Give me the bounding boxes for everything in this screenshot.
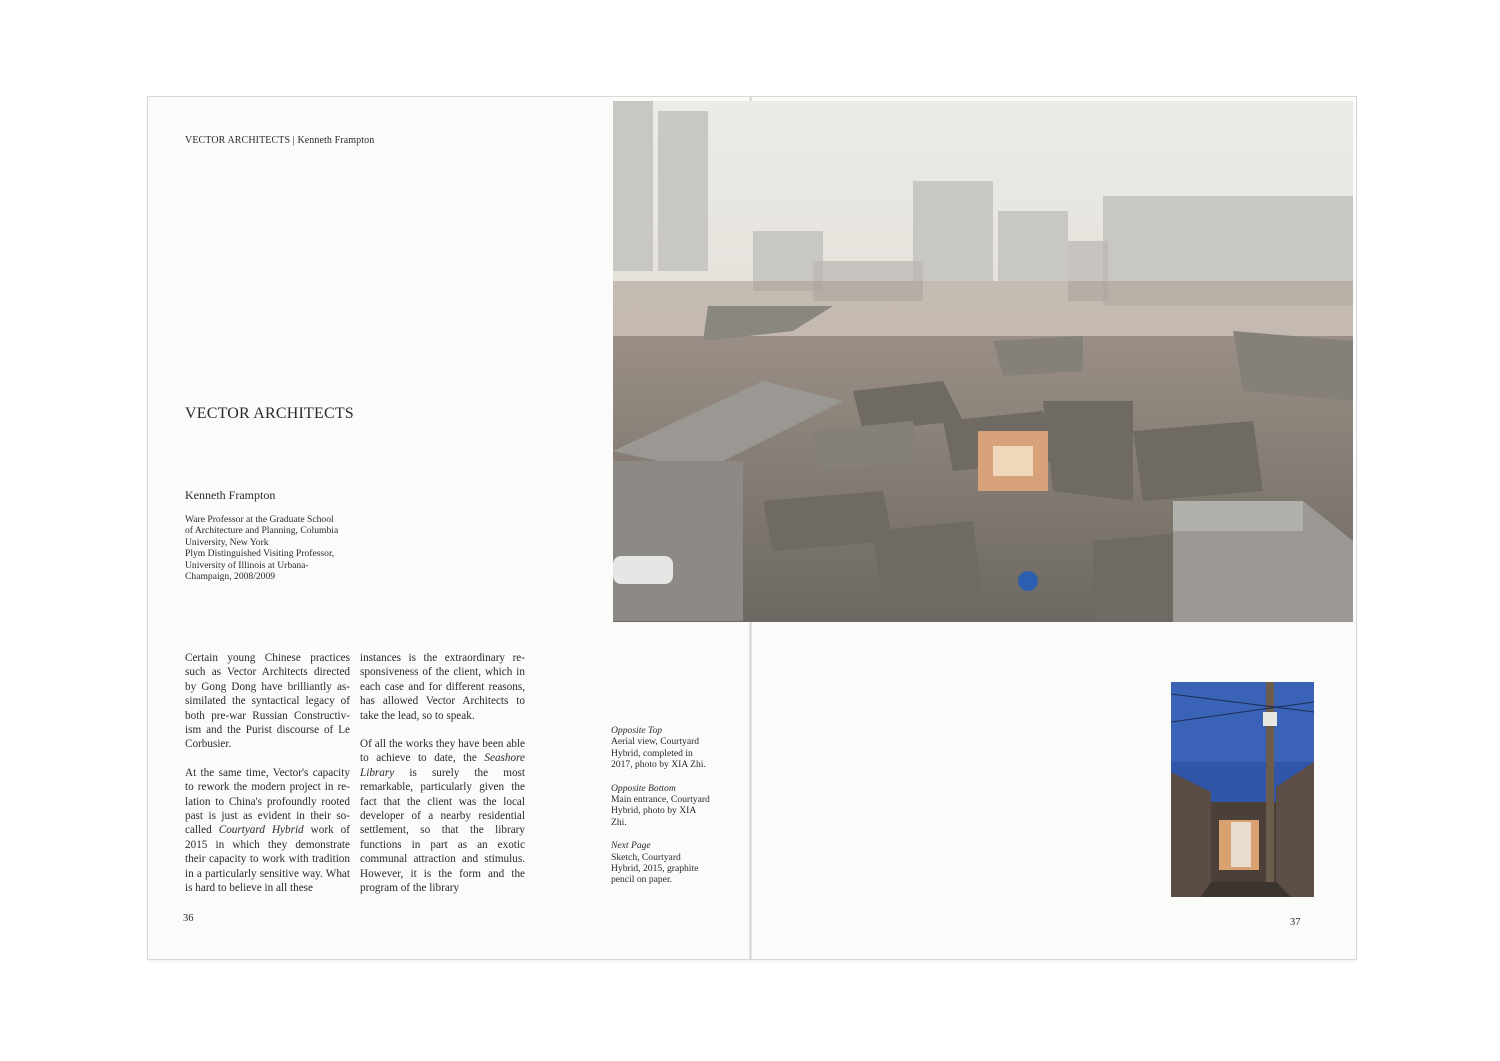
text-run: work of 2015 in which they demonstrate their capacity to work with tradition in a particularly sensitive way. What is hard to believe in all these <box>185 824 350 895</box>
affiliation-line: Ware Professor at the Graduate School <box>185 514 334 525</box>
paragraph: Certain young Chinese practices such as Vector Architects directed by Gong Dong have brilliantly assimilated the syntactical legacy of both pre-war Russian Constructivism and the Purist discourse of Le Corbusier. <box>185 652 350 751</box>
project-name: Courtyard Hybrid <box>218 824 304 837</box>
paragraph <box>360 737 525 895</box>
affiliation-line: Champaign, 2008/2009 <box>185 571 276 583</box>
author-name: Kenneth Frampton <box>185 488 276 502</box>
article-title: VECTOR ARCHITECTS <box>185 405 354 422</box>
body-column-1 <box>185 651 350 910</box>
page-number-left: 36 <box>183 913 194 924</box>
affiliation-line: University, New York <box>185 536 269 548</box>
text-run: At the same time, Vector's capacity to rework the modern project in relation to China's profoundly rooted past is just as evident in their so-called <box>185 766 350 837</box>
page-number-right: 37 <box>1290 917 1301 928</box>
paragraph: instances is the extraordinary responsiveness of the client, which in each case and for different reasons, has allowed Vector Architects to take the lead, so to speak. <box>360 652 525 722</box>
affiliation-line: of Architecture and Planning, Columbia <box>185 525 339 537</box>
caption-heading: Next Page <box>611 840 651 852</box>
caption <box>611 783 711 829</box>
photo-captions <box>611 725 711 898</box>
caption-text: Aerial view, Courtyard Hybrid, completed in 2017, photo by XIA Zhi. <box>611 736 706 771</box>
text-run: Of all the works they have been able to achieve to date, the <box>360 738 525 765</box>
caption-text: Main entrance, Courtyard Hybrid, photo by XIA Zhi. <box>611 794 710 828</box>
paragraph <box>185 766 350 896</box>
entrance-night-photo <box>1171 682 1314 897</box>
caption <box>611 840 711 886</box>
aerial-city-photo <box>613 101 1353 622</box>
affiliation-line: Plym Distinguished Visiting Professor, <box>185 548 335 560</box>
author-affiliation <box>185 514 375 582</box>
body-column-2 <box>360 651 525 910</box>
magazine-spread <box>148 97 1356 959</box>
project-name: Seashore Library <box>360 752 525 779</box>
affiliation-line: University of Illinois at Urbana- <box>185 559 309 571</box>
caption-text: Sketch, Courtyard Hybrid, 2015, graphite pencil on paper. <box>611 851 699 886</box>
caption-heading: Opposite Bottom <box>611 782 676 794</box>
running-head: VECTOR ARCHITECTS | Kenneth Frampton <box>185 135 375 146</box>
caption <box>611 725 711 771</box>
caption-heading: Opposite Top <box>611 725 663 736</box>
text-run: is surely the most remarkable, particularly given the fact that the client was the local developer of a nearby residential settlement, so that the library functions in part as an exotic communal attraction and stimulus. However, it is the form and the program of the library <box>360 766 525 895</box>
